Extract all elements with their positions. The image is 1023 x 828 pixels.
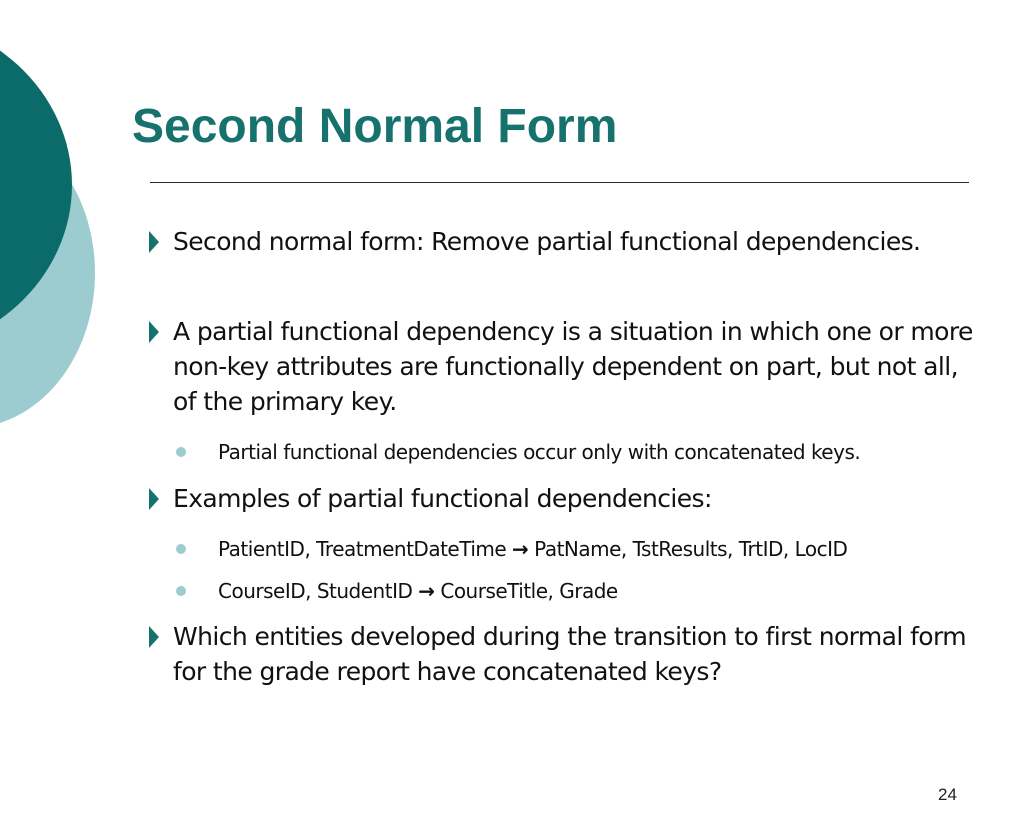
bullet-item [173, 619, 973, 689]
triangle-bullet-icon [149, 321, 159, 343]
dot-bullet-icon [176, 447, 186, 457]
right-arrow-icon: → [512, 537, 529, 561]
sub-bullet-item [218, 536, 998, 562]
right-arrow-icon: → [418, 579, 435, 603]
bullet-text: Examples of partial functional dependencies: [173, 484, 712, 513]
bullet-item [173, 481, 973, 516]
dependency-dependent: CourseTitle, Grade [440, 579, 618, 603]
sub-bullet-item [218, 439, 998, 465]
sub-bullet-text: Partial functional dependencies occur only with concatenated keys. [218, 440, 861, 464]
dependency-determinant: PatientID, TreatmentDateTime [218, 537, 507, 561]
dependency-determinant: CourseID, StudentID [218, 579, 413, 603]
bullet-item [173, 224, 973, 259]
triangle-bullet-icon [149, 488, 159, 510]
dot-bullet-icon [176, 544, 186, 554]
dot-bullet-icon [176, 586, 186, 596]
bullet-item [173, 314, 973, 419]
slide-title: Second Normal Form [132, 100, 618, 153]
triangle-bullet-icon [149, 626, 159, 648]
bullet-text: Second normal form: Remove partial functional dependencies. [173, 227, 921, 256]
bullet-text: Which entities developed during the transition to first normal form for the grade report have concatenated keys? [173, 622, 966, 686]
sub-bullet-item [218, 578, 998, 604]
page-number: 24 [938, 785, 957, 804]
bullet-text: A partial functional dependency is a situation in which one or more non-key attributes are functionally dependent on part, but not all, of the primary key. [173, 317, 973, 416]
triangle-bullet-icon [149, 231, 159, 253]
dependency-dependent: PatName, TstResults, TrtID, LocID [534, 537, 848, 561]
